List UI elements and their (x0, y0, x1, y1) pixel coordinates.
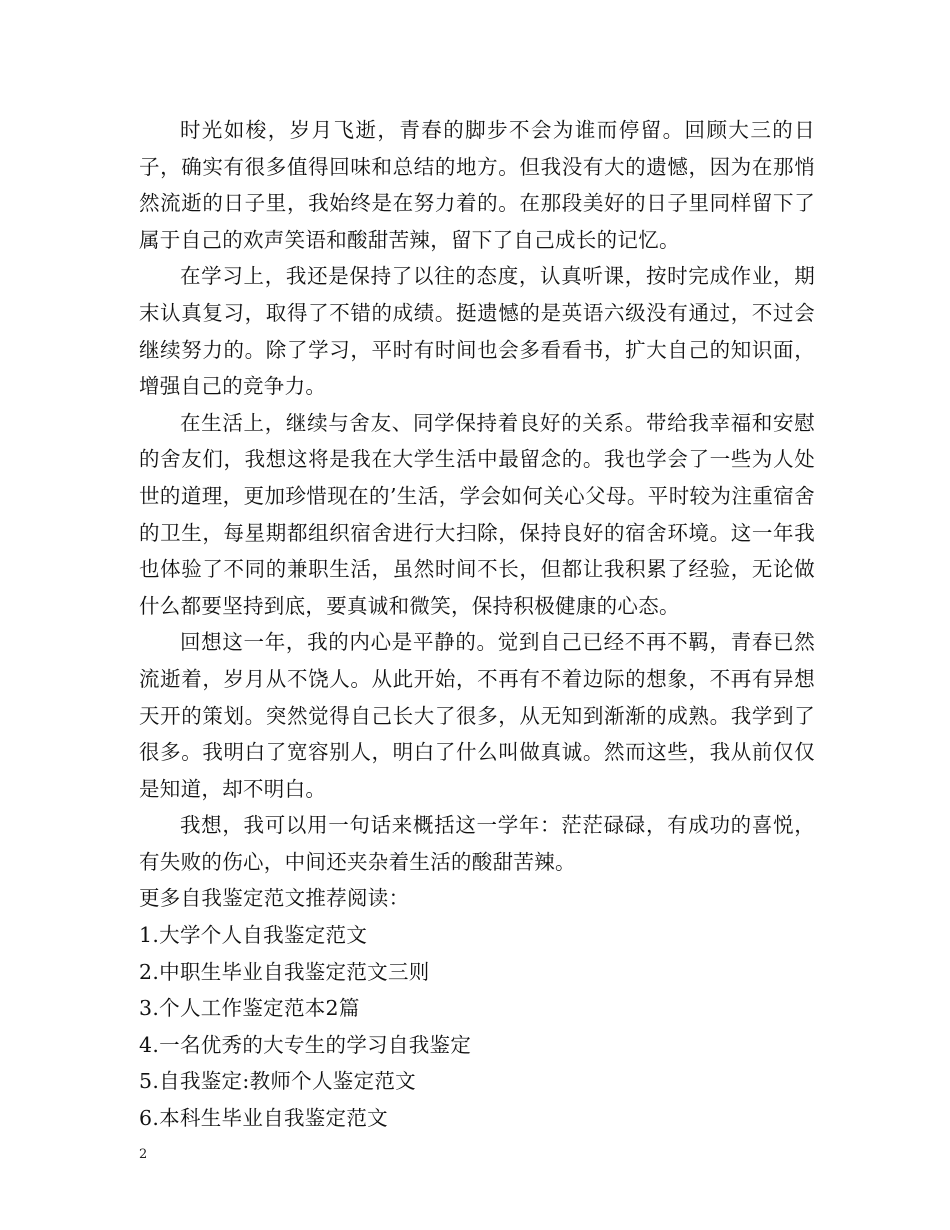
document-body (139, 112, 815, 1137)
recommend-link-4[interactable]: 4.一名优秀的大专生的学习自我鉴定 (139, 1032, 472, 1057)
paragraph-3: 在生活上，继续与舍友、同学保持着良好的关系。带给我幸福和安慰的舍友们，我想这将是我在大学生活中最留念的。我也学会了一些为人处世的道理，更加珍惜现在的’生活，学会如何关心父母。平时较为注重宿舍的卫生，每星期都组织宿舍进行大扫除，保持良好的宿舍环境。这一年我也体验了不同的兼职生活，虽然时间不长，但都让我积累了经验，无论做什么都要坚持到底，要真诚和微笑，保持积极健康的心态。 (139, 410, 815, 618)
page-number: 2 (139, 1147, 148, 1162)
recommend-link-5[interactable]: 5.自我鉴定:教师个人鉴定范文 (139, 1069, 416, 1094)
paragraph-5: 我想，我可以用一句话来概括这一学年：茫茫碌碌，有成功的喜悦，有失败的伤心，中间还夹杂着生活的酸甜苦辣。 (139, 813, 815, 874)
paragraph-2: 在学习上，我还是保持了以往的态度，认真听课，按时完成作业，期末认真复习，取得了不错的成绩。挺遗憾的是英语六级没有通过，不过会继续努力的。除了学习，平时有时间也会多看看书，扩大自己的知识面，增强自己的竞争力。 (139, 264, 815, 399)
recommend-link-3[interactable]: 3.个人工作鉴定范本2篇 (139, 996, 360, 1021)
recommend-heading: 更多自我鉴定范文推荐阅读： (139, 886, 410, 911)
paragraph-1: 时光如梭，岁月飞逝，青春的脚步不会为谁而停留。回顾大三的日子，确实有很多值得回味和总结的地方。但我没有大的遗憾，因为在那悄然流逝的日子里，我始终是在努力着的。在那段美好的日子里同样留下了属于自己的欢声笑语和酸甜苦辣，留下了自己成长的记忆。 (139, 118, 815, 252)
recommend-list (139, 917, 815, 1137)
recommend-link-2[interactable]: 2.中职生毕业自我鉴定范文三则 (139, 959, 430, 984)
recommend-link-1[interactable]: 1.大学个人自我鉴定范文 (139, 923, 368, 948)
paragraph-4: 回想这一年，我的内心是平静的。觉到自己已经不再不羁，青春已然流逝着，岁月从不饶人。从此开始，不再有不着边际的想象，不再有异想天开的策划。突然觉得自己长大了很多，从无知到渐渐的成熟。我学到了很多。我明白了宽容别人，明白了什么叫做真诚。然而这些，我从前仅仅是知道，却不明白。 (139, 630, 815, 801)
recommend-link-6[interactable]: 6.本科生毕业自我鉴定范文 (139, 1106, 388, 1131)
